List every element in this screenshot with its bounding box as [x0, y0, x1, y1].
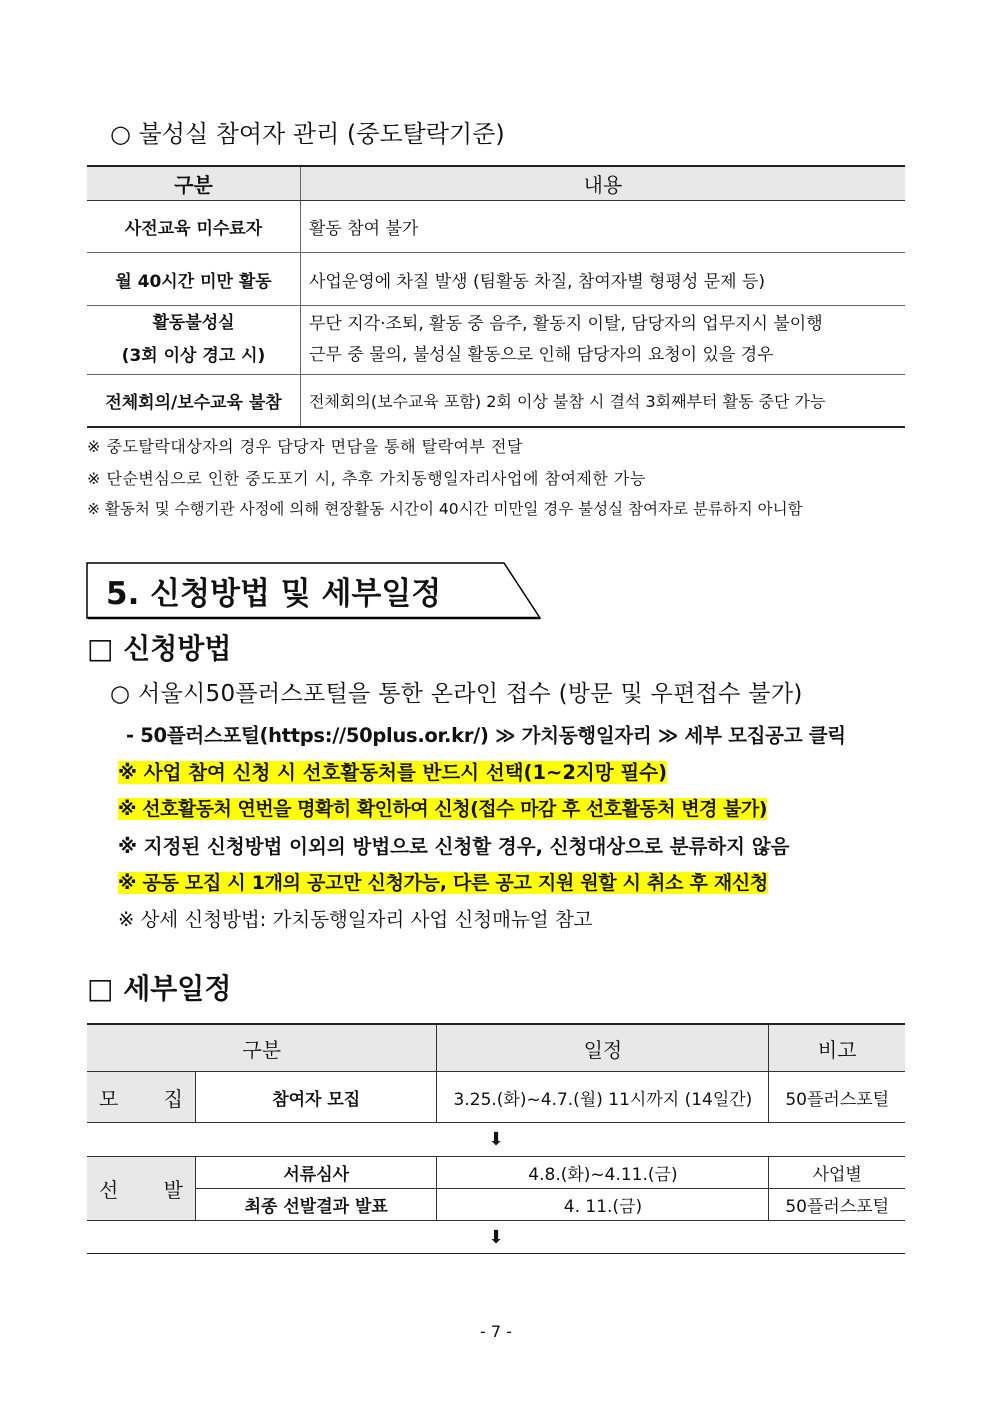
remark: 사업별: [769, 1157, 905, 1189]
row-content-line: 근무 중 물의, 불성실 활동으로 인해 담당자의 요청이 있을 경우: [309, 345, 774, 365]
table-row: [87, 1157, 905, 1189]
row-content: 전체회의(보수교육 포함) 2회 이상 불참 시 결석 3회째부터 활동 중단 가능: [301, 375, 906, 427]
col-header: 구분: [87, 1024, 437, 1072]
row-label: 전체회의/보수교육 불참: [87, 375, 301, 427]
remark: 50플러스포털: [769, 1072, 905, 1123]
apply-path: - 50플러스포털(https://50plus.or.kr/) ≫ 가치동행일자리 ≫ 세부 모집공고 클릭: [126, 724, 846, 747]
group-char: 선: [99, 1178, 119, 1202]
row-content: 사업운영에 차질 발생 (팀활동 차질, 참여자별 형평성 문제 등): [301, 253, 906, 306]
row-content-line: 무단 지각·조퇴, 활동 중 음주, 활동지 이탈, 담당자의 업무지시 불이행: [309, 314, 823, 334]
date: 3.25.(화)~4.7.(월) 11시까지 (14일간): [437, 1072, 769, 1123]
page-number: - 7 -: [480, 1322, 512, 1341]
row-label: [87, 306, 301, 375]
col-header: 비고: [769, 1024, 905, 1072]
section-title: 5. 신청방법 및 세부일정: [106, 576, 442, 612]
dropout-criteria-table: [87, 165, 905, 428]
item: 참여자 모집: [196, 1072, 437, 1123]
table-row: [87, 253, 905, 306]
row-label-line: 활동불성실: [152, 313, 235, 333]
group-char: 집: [163, 1086, 183, 1111]
table-row: [87, 201, 905, 253]
table-row: [87, 1072, 905, 1123]
date: 4. 11.(금): [437, 1189, 769, 1221]
table-row: [87, 375, 905, 427]
apply-main: ○ 서울시50플러스포털을 통한 온라인 접수 (방문 및 우편접수 불가): [110, 681, 803, 707]
remark: 50플러스포털: [769, 1189, 905, 1221]
table-row: [87, 306, 905, 375]
apply-note: ※ 공동 모집 시 1개의 공고만 신청가능, 다른 공고 지원 원할 시 취소 후 재신청: [118, 872, 768, 894]
row-label-line: (3회 이상 경고 시): [121, 346, 266, 366]
apply-note: ※ 선호활동처 연번을 명확히 확인하여 신청(접수 마감 후 선호활동처 변경 불가): [118, 798, 767, 820]
row-content: 활동 참여 불가: [301, 201, 906, 253]
note: ※ 단순변심으로 인한 중도포기 시, 추후 가치동행일자리사업에 참여제한 가능: [87, 469, 646, 488]
date: 4.8.(화)~4.11.(금): [437, 1157, 769, 1189]
item: 최종 선발결과 발표: [196, 1189, 437, 1221]
schedule-table: [87, 1023, 905, 1254]
col-header: 구분: [87, 166, 301, 201]
group-label: [87, 1072, 196, 1123]
flow-arrow: ⬇: [87, 1123, 905, 1157]
group-char: 발: [163, 1178, 183, 1202]
col-header: 내용: [301, 166, 906, 201]
schedule-heading: □ 세부일정: [87, 972, 232, 1005]
row-label: 사전교육 미수료자: [87, 201, 301, 253]
group-char: 모: [99, 1086, 119, 1111]
flow-arrow: ⬇: [87, 1221, 905, 1254]
apply-note: ※ 상세 신청방법: 가치동행일자리 사업 신청매뉴얼 참고: [118, 908, 593, 931]
apply-note: ※ 사업 참여 신청 시 선호활동처를 반드시 선택(1~2지망 필수): [118, 761, 667, 784]
note: ※ 활동처 및 수행기관 사정에 의해 현장활동 시간이 40시간 미만일 경우 불성실 참여자로 분류하지 아니함: [87, 500, 803, 518]
row-label: 월 40시간 미만 활동: [87, 253, 301, 306]
item: 서류심사: [196, 1157, 437, 1189]
apply-heading: □ 신청방법: [87, 632, 232, 665]
col-header: 일정: [437, 1024, 769, 1072]
apply-note: ※ 지정된 신청방법 이외의 방법으로 신청할 경우, 신청대상으로 분류하지 않음: [118, 835, 790, 858]
note: ※ 중도탈락대상자의 경우 담당자 면담을 통해 탈락여부 전달: [87, 437, 523, 456]
section-heading-dropout: ○ 불성실 참여자 관리 (중도탈락기준): [110, 120, 505, 148]
group-label: [87, 1157, 196, 1221]
row-content: [301, 306, 906, 375]
table-row: [87, 1189, 905, 1221]
